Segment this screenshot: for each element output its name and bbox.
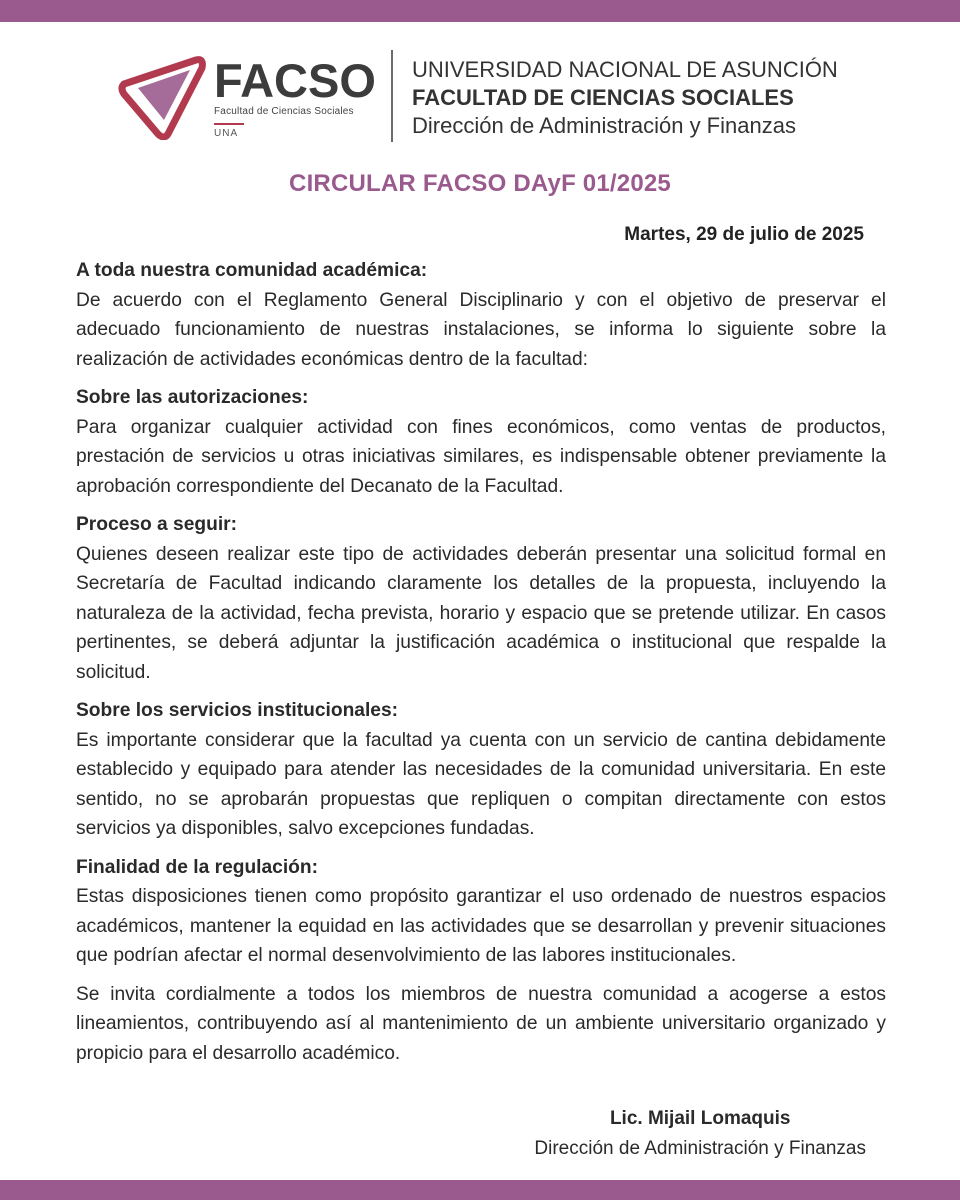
section-purpose	[76, 853, 886, 971]
letterhead	[118, 48, 858, 144]
section-services	[76, 696, 886, 844]
bottom-color-band	[0, 1180, 960, 1200]
closing-text: Se invita cordialmente a todos los miembros de nuestra comunidad a acogerse a estos lineamientos, contribuyendo así al mantenimiento de un ambiente universitario organizado y propicio para el desarrollo académico.	[76, 983, 886, 1064]
page-title: CIRCULAR FACSO DAyF 01/2025	[289, 170, 671, 197]
section-heading: Proceso a seguir:	[76, 514, 238, 535]
section-heading: Finalidad de la regulación:	[76, 856, 319, 878]
section-text: Es importante considerar que la facultad ya cuenta con un servicio de cantina debidamente establecido y equipado para atender las necesidades de la comunidad universitaria. En este sentido, no se aprobarán propuestas que repliquen o compitan directamente con estos servicios ya disponibles, salvo excepciones fundadas.	[76, 729, 886, 839]
document-body	[76, 256, 886, 1077]
section-closing	[76, 980, 886, 1069]
section-text: Estas disposiciones tienen como propósito garantizar el uso ordenado de nuestros espacios académicos, mantener la equidad en las actividades que se desarrollan y prevenir situaciones que podrían afectar el normal desenvolvimiento de las labores institucionales.	[76, 886, 886, 966]
section-authorizations	[76, 383, 886, 501]
logo-word: FACSO	[214, 54, 376, 107]
institution-faculty: FACULTAD DE CIENCIAS SOCIALES	[412, 85, 794, 110]
institution-university: UNIVERSIDAD NACIONAL DE ASUNCIÓN	[412, 57, 838, 82]
signature-block	[534, 1104, 866, 1164]
section-text: Quienes deseen realizar este tipo de actividades deberán presentar una solicitud formal en Secretaría de Facultad indicando claramente los detalles de la propuesta, incluyendo la naturaleza de la actividad, fecha prevista, horario y espacio que se pretende utilizar. En casos pertinentes, se deberá adjuntar la justificación académica o institucional que respalde la solicitud.	[76, 543, 886, 683]
header-divider	[391, 50, 393, 142]
document-date: Martes, 29 de julio de 2025	[624, 224, 864, 245]
section-text: Para organizar cualquier actividad con fines económicos, como ventas de productos, prestación de servicios u otras iniciativas similares, es indispensable obtener previamente la aprobación correspondiente del Decanato de la Facultad.	[76, 416, 886, 497]
top-color-band	[0, 0, 960, 22]
signature-role: Dirección de Administración y Finanzas	[534, 1138, 866, 1159]
section-heading: Sobre los servicios institucionales:	[76, 700, 399, 721]
logo-rule	[214, 123, 244, 125]
signature-name: Lic. Mijail Lomaquis	[609, 1108, 791, 1129]
institution-department: Dirección de Administración y Finanzas	[412, 113, 796, 138]
section-greeting	[76, 256, 886, 374]
section-text: De acuerdo con el Reglamento General Disciplinario y con el objetivo de preservar el adecuado funcionamiento de nuestras instalaciones, se informa lo siguiente sobre la realización de actividades económicas dentro de la facultad:	[76, 289, 886, 370]
section-process	[76, 510, 886, 687]
section-heading: A toda nuestra comunidad académica:	[76, 260, 428, 281]
section-heading: Sobre las autorizaciones:	[76, 387, 309, 408]
logo-una: UNA	[214, 128, 239, 139]
institution-block	[412, 56, 838, 140]
logo-subtitle: Facultad de Ciencias Sociales	[214, 106, 354, 117]
facso-logo-icon	[118, 54, 210, 140]
logo-text	[214, 54, 376, 139]
